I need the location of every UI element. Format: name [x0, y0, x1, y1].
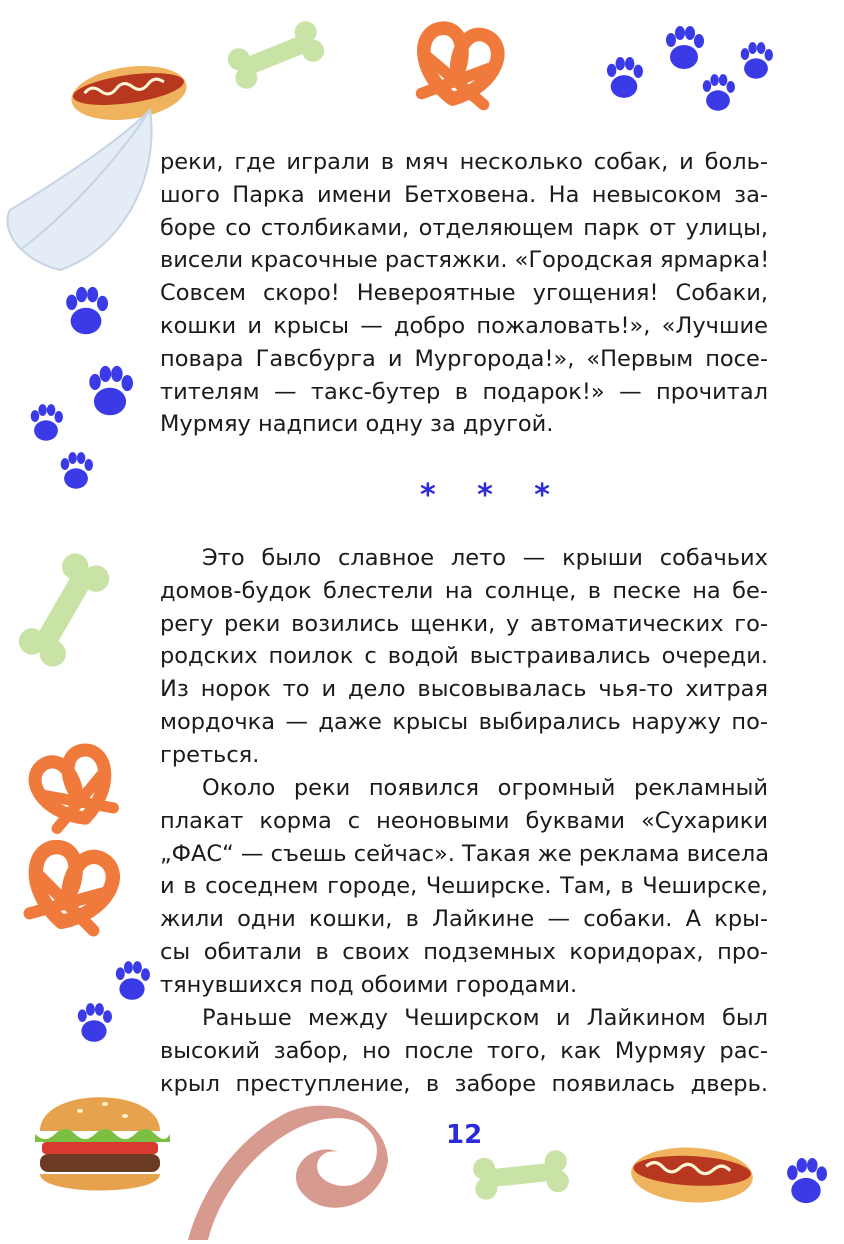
text-line: крыл преступление, в заборе появилась дверь. — [160, 1070, 768, 1097]
paragraph-summer — [160, 542, 768, 772]
bone-icon — [216, 20, 336, 90]
paw-prints-icon — [64, 952, 164, 1052]
text-line: боре со столбиками, отделяющем парк от улицы, — [160, 214, 768, 241]
text-line: родских поилок с водой выстраивались очереди. — [160, 643, 768, 670]
text-line: Это было славное лето — крыши собачьих — [202, 545, 768, 571]
tail-icon — [188, 1102, 398, 1240]
text-line: повара Гавсбурга и Мургорода!», «Первым посе- — [160, 345, 768, 372]
text-line: регу реки возились щенки, у автоматических го- — [160, 610, 768, 637]
paragraph-continued — [160, 146, 768, 441]
text-line: Мурмяу надписи одну за другой. — [160, 411, 554, 438]
asterisk: * — [534, 478, 550, 513]
text-line: сы обитали в своих подземных коридорах, про- — [160, 938, 768, 965]
paragraph-fence — [160, 1002, 768, 1100]
text-line: Раньше между Чеширском и Лайкином был — [202, 1005, 768, 1031]
asterisk: * — [477, 478, 493, 513]
text-line: тянувшихся под обоими городами. — [160, 971, 578, 998]
section-separator — [420, 478, 550, 513]
paw-icon — [778, 1150, 834, 1206]
text-line: шого Парка имени Бетховена. На невысоком за- — [160, 181, 768, 208]
text-line: Совсем скоро! Невероятные угощения! Собаки, — [160, 280, 768, 307]
text-line: тителям — такс-бутер в подарок!» — прочитал — [160, 378, 768, 405]
text-line: реки, где играли в мяч несколько собак, и боль- — [160, 149, 768, 175]
hotdog-icon — [628, 1138, 756, 1212]
paragraph-poster — [160, 772, 768, 1002]
burger-icon — [30, 1076, 170, 1206]
paw-prints-icon — [596, 22, 786, 112]
text-line: Около реки появился огромный рекламный — [202, 775, 768, 801]
text-line: греться. — [160, 741, 260, 768]
text-line: высокий забор, но после того, как Мурмяу рас- — [160, 1037, 768, 1064]
feather-icon — [0, 100, 160, 280]
bone-icon — [466, 1140, 576, 1210]
text-line: висели красочные растяжки. «Городская ярмарка! — [160, 247, 770, 274]
text-line: плакат корма с неоновыми буквами «Сухарики — [160, 807, 768, 834]
paw-prints-icon — [18, 270, 138, 500]
text-line: кошки и крысы — добро пожаловать!», «Лучшие — [160, 312, 768, 339]
text-line: и в соседнем городе, Чеширске. Там, в Чеширске, — [160, 873, 768, 900]
text-line: жили одни кошки, в Лайкине — собаки. А кры- — [160, 906, 768, 933]
text-line: „ФАС“ — съешь сейчас». Такая же реклама висела — [160, 840, 769, 867]
text-line: домов-будок блестели на солнце, в песке на бе- — [160, 577, 768, 604]
page-number: 12 — [446, 1120, 483, 1150]
text-line: Из норок то и дело высовывалась чья-то хитрая — [160, 676, 768, 703]
bone-icon — [14, 540, 114, 680]
pretzel-icon — [10, 740, 140, 940]
asterisk: * — [420, 478, 436, 513]
pretzel-icon — [398, 18, 518, 118]
text-line: мордочка — даже крысы выбирались наружу по- — [160, 708, 768, 735]
